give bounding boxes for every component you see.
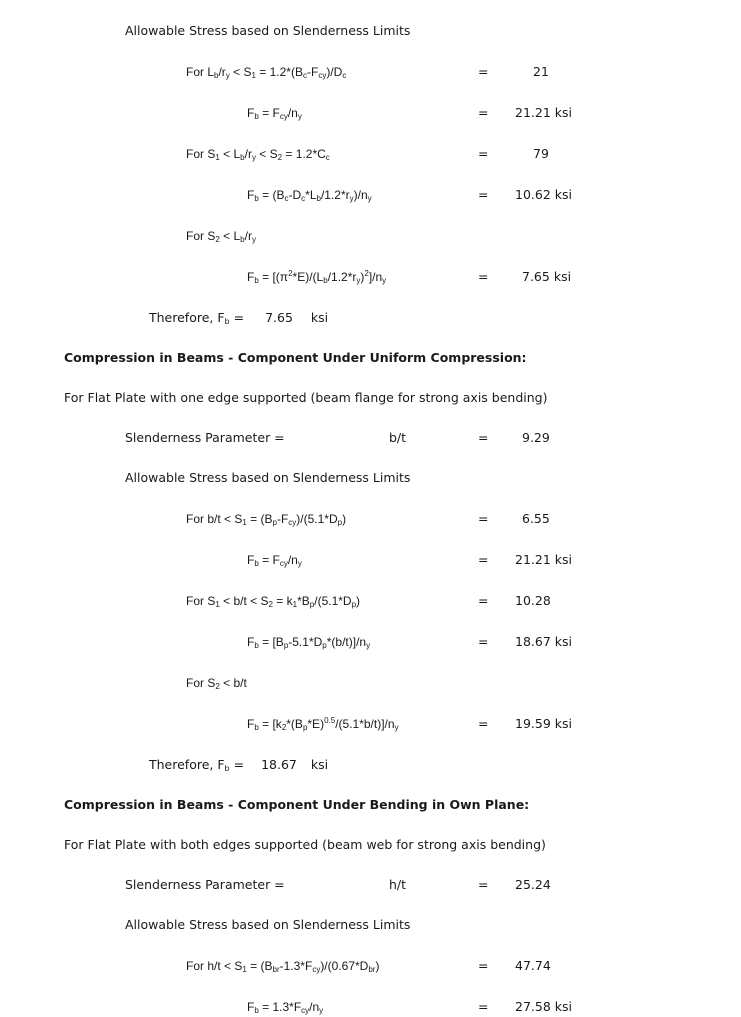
equals-sign: = bbox=[478, 552, 489, 567]
formula-fb-elastic: $F_b = F_{cy}/n_y$ bbox=[247, 106, 302, 121]
value-fb: 18.67 ksi bbox=[515, 634, 573, 649]
equals-sign: = bbox=[478, 877, 489, 892]
formula-s1-bt: For $b/t < S_1 = (B_p-F_{cy})/(5.1*D_p)$ bbox=[186, 512, 347, 527]
section-heading-allowable-stress: Allowable Stress based on Slenderness Limits bbox=[125, 23, 411, 38]
formula-fb-elastic: $F_b = F_{cy}/n_y$ bbox=[247, 553, 302, 568]
value-fb: 21.21 ksi bbox=[515, 105, 573, 120]
value-s1: 6.55 bbox=[522, 511, 550, 526]
formula-s2-lr: For $S_1 < L_b/r_y < S_2 = 1.2*C_c$ bbox=[186, 147, 330, 162]
description-one-edge: For Flat Plate with one edge supported (beam flange for strong axis bending) bbox=[64, 390, 548, 405]
result-fb: Therefore, $F_b = 7.65$ ksi bbox=[149, 310, 329, 326]
value-s2: 10.28 bbox=[515, 593, 551, 608]
slenderness-ratio: h/t bbox=[389, 877, 407, 892]
value-fb: 19.59 ksi bbox=[515, 716, 573, 731]
equals-sign: = bbox=[478, 64, 489, 79]
value-slenderness: 25.24 bbox=[515, 877, 551, 892]
formula-fb-euler: $F_b = [(\pi^2*E)/(L_b/1.2*r_y)^2]/n_y$ bbox=[247, 269, 387, 285]
value-s1: 21 bbox=[533, 64, 549, 79]
equals-sign: = bbox=[478, 634, 489, 649]
formula-s2-region: For $S_2 < b/t$ bbox=[186, 676, 247, 691]
equals-sign: = bbox=[478, 716, 489, 731]
slenderness-ratio: b/t bbox=[389, 430, 407, 445]
equals-sign: = bbox=[478, 187, 489, 202]
formula-s2-bt: For $S_1 < b/t < S_2 = k_1*B_p/(5.1*D_p)$ bbox=[186, 594, 361, 609]
value-slenderness: 9.29 bbox=[522, 430, 550, 445]
section-title-bending-own-plane: Compression in Beams - Component Under Bending in Own Plane: bbox=[64, 797, 530, 812]
equals-sign: = bbox=[478, 593, 489, 608]
slenderness-label: Slenderness Parameter = bbox=[125, 877, 285, 892]
equals-sign: = bbox=[478, 269, 489, 284]
value-fb: 7.65 ksi bbox=[522, 269, 572, 284]
result-fb: Therefore, $F_b = 18.67$ ksi bbox=[149, 757, 329, 773]
formula-fb-postbuckling: $F_b = [k_2*(B_p*E)^{0.5}/(5.1*b/t)]/n_y$ bbox=[247, 716, 399, 732]
formula-fb-inelastic: $F_b = (B_c-D_c*L_b/1.2*r_y)/n_y$ bbox=[247, 188, 372, 203]
description-both-edges: For Flat Plate with both edges supported (beam web for strong axis bending) bbox=[64, 837, 546, 852]
formula-s1-lr: For $L_b/r_y < S_1 = 1.2*(B_c-F_{cy})/D_c$ bbox=[186, 65, 347, 80]
value-s1: 47.74 bbox=[515, 958, 551, 973]
slenderness-label: Slenderness Parameter = bbox=[125, 430, 285, 445]
equals-sign: = bbox=[478, 146, 489, 161]
value-s2: 79 bbox=[533, 146, 549, 161]
formula-fb-elastic: $F_b = 1.3*F_{cy}/n_y$ bbox=[247, 1000, 324, 1015]
section-heading-allowable-stress: Allowable Stress based on Slenderness Limits bbox=[125, 917, 411, 932]
equals-sign: = bbox=[478, 105, 489, 120]
equals-sign: = bbox=[478, 999, 489, 1014]
equals-sign: = bbox=[478, 511, 489, 526]
formula-fb-inelastic: $F_b = [B_p-5.1*D_p*(b/t)]/n_y$ bbox=[247, 635, 371, 650]
section-heading-allowable-stress: Allowable Stress based on Slenderness Limits bbox=[125, 470, 411, 485]
value-fb: 10.62 ksi bbox=[515, 187, 573, 202]
value-fb: 27.58 ksi bbox=[515, 999, 573, 1014]
equals-sign: = bbox=[478, 430, 489, 445]
formula-s1-ht: For $h/t < S_1 = (B_{br}-1.3*F_{cy})/(0.67*D_{br})$ bbox=[186, 959, 380, 974]
equals-sign: = bbox=[478, 958, 489, 973]
value-fb: 21.21 ksi bbox=[515, 552, 573, 567]
section-title-uniform-compression: Compression in Beams - Component Under Uniform Compression: bbox=[64, 350, 527, 365]
formula-s2-region: For $S_2 < L_b/r_y$ bbox=[186, 229, 256, 244]
